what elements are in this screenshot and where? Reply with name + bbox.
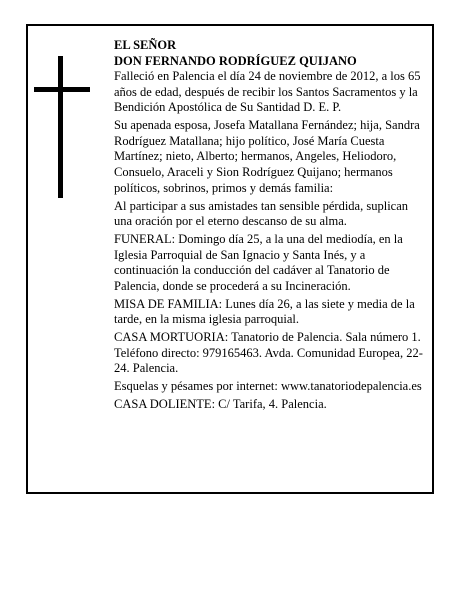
funeral-info: FUNERAL: Domingo día 25, a la una del mediodía, en la Iglesia Parroquial de San Ignacio y Santa Inés, y a continuación la conducción del cadáver al Tanatorio de Palencia, donde se procederá a su Incineración.: [114, 232, 403, 293]
deceased-name: DON FERNANDO RODRÍGUEZ QUIJANO: [114, 53, 357, 68]
cross-horizontal-bar: [34, 87, 90, 92]
family-mass-info: MISA DE FAMILIA: Lunes día 26, a las siete y media de la tarde, en la misma iglesia parroquial.: [114, 296, 415, 327]
death-announcement: Falleció en Palencia el día 24 de noviembre de 2012, a los 65 años de edad, después de recibir los Santos Sacramentos y la Bendición Apostólica de Su Santidad D. E. P.: [114, 69, 421, 115]
obituary-text: [114, 38, 426, 415]
online-condolences: Esquelas y pésames por internet: www.tanatoriodepalencia.es: [114, 379, 422, 394]
family-home-address: CASA DOLIENTE: C/ Tarifa, 4. Palencia.: [114, 397, 327, 412]
cross-vertical-bar: [58, 56, 63, 198]
prayer-request: Al participar a sus amistades tan sensible pérdida, suplican una oración por el eterno descanso de su alma.: [114, 198, 409, 229]
family-list: Su apenada esposa, Josefa Matallana Fernández; hija, Sandra Rodríguez Matallana; hijo político, José María Cuesta Martínez; nieto, Alberto; hermanos, Angeles, Heliodoro, Consuelo, Araceli y Sion Rodríguez Quijano; hermanos políticos, sobrinos, primos y demás familia:: [114, 118, 420, 195]
funeral-home-info: CASA MORTUORIA: Tanatorio de Palencia. Sala número 1. Teléfono directo: 979165463. Avda. Comunidad Europea, 22-24. Palencia.: [114, 330, 423, 376]
deceased-title: EL SEÑOR: [114, 38, 177, 52]
cross-icon: [34, 56, 90, 198]
